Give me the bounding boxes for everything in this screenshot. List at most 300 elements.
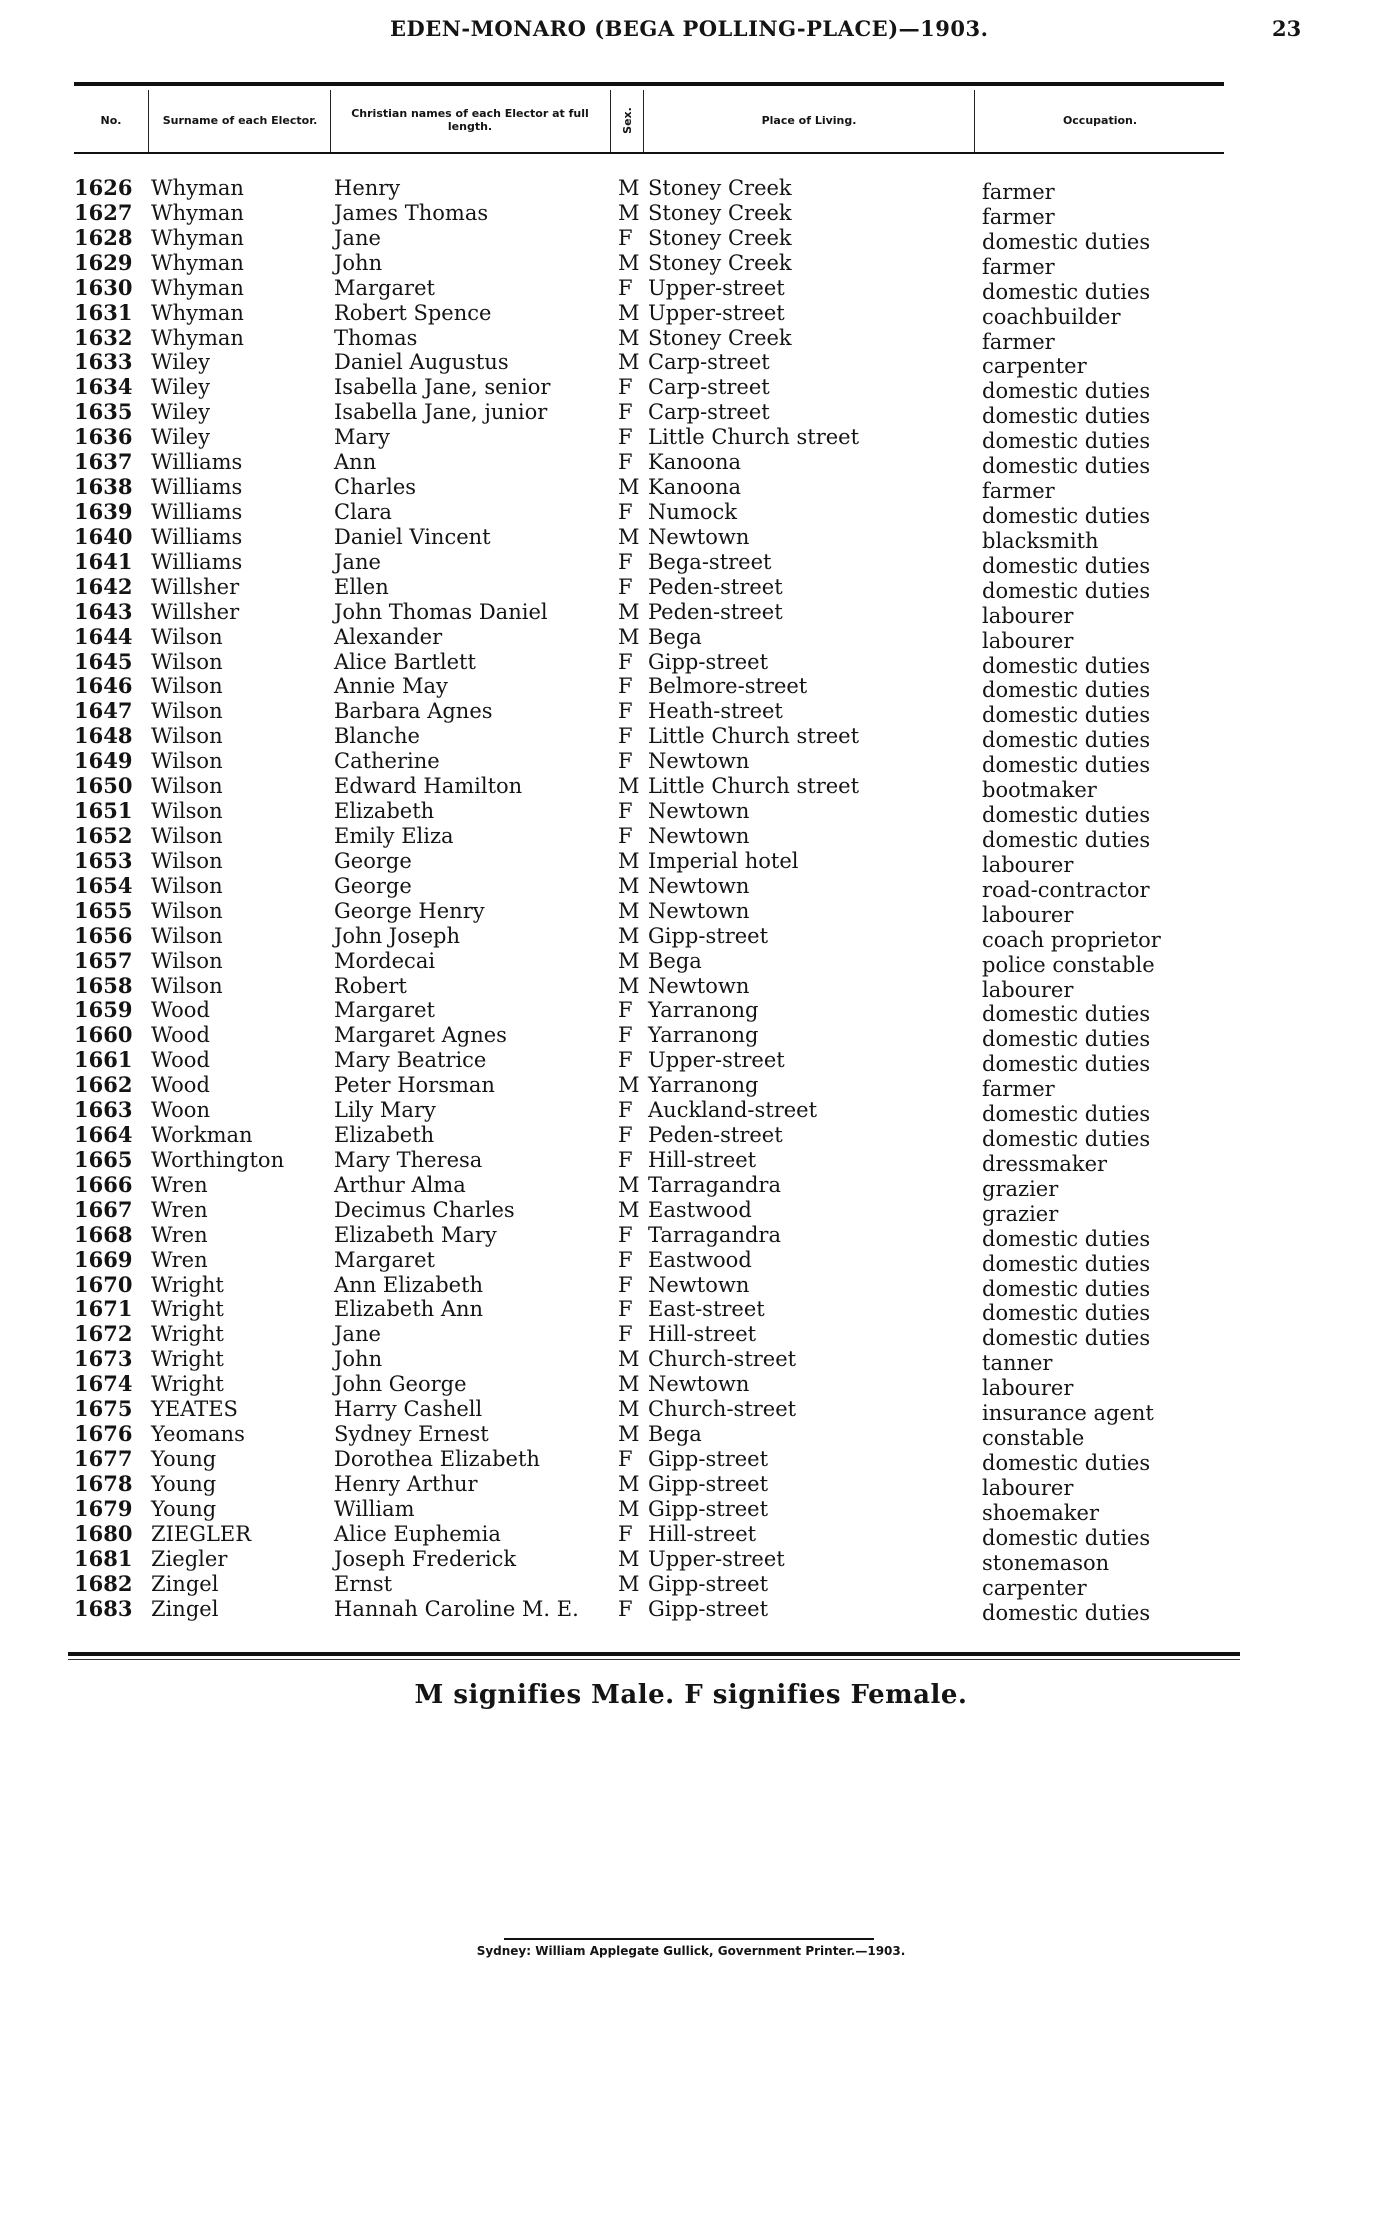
elector-surname: Zingel [151,1571,219,1596]
elector-surname: Young [151,1496,217,1521]
elector-number: 1630 [74,274,133,300]
elector-place: Stoney Creek [648,225,792,250]
elector-place: Eastwood [648,1247,752,1272]
elector-christian-names: Peter Horsman [334,1073,495,1098]
elector-sex: F [618,724,633,749]
elector-place: Little Church street [648,774,860,799]
column-header-no: No. [100,113,122,127]
elector-occupation: stonemason [982,1550,1110,1575]
elector-place: Eastwood [648,1197,752,1222]
elector-sex: F [618,1521,633,1546]
elector-christian-names: Clara [334,499,392,524]
table-row [0,997,1382,1027]
elector-christian-names: Robert [334,973,407,998]
table-row [0,648,1382,678]
elector-number: 1669 [74,1246,133,1272]
elector-place: Upper-street [648,300,785,325]
elector-surname: Whyman [151,275,244,300]
elector-place: Peden-street [648,599,783,624]
imprint-rule [504,1938,874,1940]
elector-surname: Wilson [151,923,223,948]
elector-occupation: shoemaker [982,1500,1099,1525]
elector-occupation: labourer [982,902,1074,927]
elector-occupation: dressmaker [982,1151,1108,1176]
elector-surname: Wright [151,1297,224,1322]
elector-place: Peden-street [648,574,783,599]
elector-sex: M [618,250,640,275]
elector-sex: M [618,923,640,948]
footer-rule-thin [68,1659,1240,1660]
elector-sex: F [618,375,633,400]
elector-occupation: domestic duties [982,753,1151,778]
elector-surname: Wren [151,1197,208,1222]
table-row [0,1171,1382,1201]
elector-surname: Wilson [151,774,223,799]
table-row [0,1470,1382,1500]
elector-number: 1657 [74,947,133,973]
elector-surname: Wren [151,1222,208,1247]
elector-number: 1659 [74,997,133,1023]
table-row [0,822,1382,852]
elector-number: 1636 [74,424,133,450]
elector-occupation: farmer [982,180,1055,204]
table-row [0,1570,1382,1600]
elector-sex: M [618,1397,640,1422]
elector-number: 1646 [74,673,133,699]
elector-place: Newtown [648,823,750,848]
elector-christian-names: John George [334,1372,467,1397]
elector-occupation: labourer [982,977,1074,1002]
elector-occupation: domestic duties [982,1251,1151,1276]
elector-sex: M [618,325,640,350]
table-row [0,922,1382,952]
table-row [0,1371,1382,1401]
elector-occupation: domestic duties [982,1027,1151,1052]
printer-imprint: Sydney: William Applegate Gullick, Government Printer.—1903. [476,1944,906,1958]
elector-surname: Yeomans [151,1422,245,1447]
elector-place: Gipp-street [648,1447,769,1472]
elector-christian-names: Elizabeth [334,799,435,824]
elector-place: Newtown [648,873,750,898]
elector-surname: Whyman [151,325,244,350]
elector-sex: M [618,300,640,325]
elector-place: Gipp-street [648,649,769,674]
elector-place: Stoney Creek [648,176,792,200]
elector-occupation: farmer [982,1077,1055,1102]
elector-surname: Wiley [151,400,210,425]
elector-sex: M [618,1496,640,1521]
running-head [0,16,1382,52]
elector-number: 1645 [74,648,133,674]
elector-number: 1676 [74,1421,133,1447]
elector-surname: Wren [151,1247,208,1272]
table-row [0,1022,1382,1052]
table-row [0,798,1382,828]
elector-surname: Wilson [151,823,223,848]
elector-number: 1680 [74,1520,133,1546]
elector-christian-names: George [334,873,412,898]
elector-occupation: farmer [982,204,1055,229]
elector-number: 1642 [74,573,133,599]
elector-number: 1641 [74,548,133,574]
elector-christian-names: Mary Theresa [334,1147,483,1172]
elector-number: 1648 [74,723,133,749]
table-row [0,673,1382,703]
elector-surname: Wood [151,1048,210,1073]
elector-christian-names: John [334,250,383,275]
column-header-christian-names: Christian names of each Elector at full length. [351,107,589,133]
elector-occupation: domestic duties [982,1600,1151,1625]
elector-occupation: domestic duties [982,404,1151,429]
elector-sex: F [618,799,633,824]
elector-christian-names: Jane [334,1322,381,1347]
table-row [0,474,1382,504]
elector-occupation: domestic duties [982,1052,1151,1077]
running-title: EDEN-MONARO (BEGA POLLING-PLACE)—1903. [390,16,989,41]
elector-surname: Whyman [151,200,244,225]
elector-christian-names: Blanche [334,724,420,749]
elector-occupation: domestic duties [982,1127,1151,1152]
elector-place: Heath-street [648,699,783,724]
elector-sex: F [618,823,633,848]
elector-place: Newtown [648,524,750,549]
table-row [0,1196,1382,1226]
table-row [0,773,1382,803]
table-row [0,1421,1382,1451]
table-row [0,1146,1382,1176]
table-row [0,1072,1382,1102]
elector-sex: F [618,1048,633,1073]
page-number: 23 [1272,16,1302,41]
elector-sex: M [618,848,640,873]
elector-sex: M [618,1422,640,1447]
elector-sex: F [618,1272,633,1297]
elector-christian-names: Henry Arthur [334,1471,478,1496]
table-row [0,1446,1382,1476]
table-row [0,424,1382,454]
elector-sex: F [618,1297,633,1322]
elector-occupation: road-contractor [982,877,1150,902]
elector-occupation: constable [982,1426,1085,1451]
elector-surname: Young [151,1447,217,1472]
elector-occupation: domestic duties [982,1451,1151,1476]
elector-number: 1635 [74,399,133,425]
elector-number: 1626 [74,175,133,200]
table-row [0,1545,1382,1575]
table-row [0,1520,1382,1550]
column-divider [974,90,975,152]
elector-place: Yarranong [648,1073,759,1098]
elector-number: 1643 [74,598,133,624]
elector-number: 1675 [74,1396,133,1422]
elector-number: 1681 [74,1545,133,1571]
elector-place: Tarragandra [648,1172,781,1197]
elector-number: 1682 [74,1570,133,1596]
elector-sex: M [618,948,640,973]
elector-sex: F [618,699,633,724]
elector-occupation: domestic duties [982,454,1151,479]
table-row [0,1221,1382,1251]
table-row [0,1321,1382,1351]
elector-number: 1640 [74,523,133,549]
table-row [0,972,1382,1002]
elector-place: Newtown [648,973,750,998]
elector-occupation: domestic duties [982,503,1151,528]
table-row [0,1097,1382,1127]
elector-occupation: domestic duties [982,1326,1151,1351]
elector-christian-names: Alice Euphemia [334,1521,501,1546]
elector-place: Church-street [648,1347,797,1372]
elector-surname: Wright [151,1372,224,1397]
elector-surname: Wiley [151,425,210,450]
elector-christian-names: Jane [334,225,381,250]
elector-surname: Willsher [151,599,240,624]
elector-number: 1638 [74,474,133,500]
elector-number: 1653 [74,847,133,873]
elector-occupation: carpenter [982,1575,1087,1600]
elector-christian-names: Joseph Frederick [334,1546,517,1571]
elector-sex: M [618,774,640,799]
elector-sex: F [618,1247,633,1272]
elector-christian-names: John [334,1347,383,1372]
elector-christian-names: Henry [334,176,401,200]
elector-number: 1649 [74,748,133,774]
elector-number: 1661 [74,1047,133,1073]
elector-surname: Workman [151,1123,253,1148]
elector-christian-names: Daniel Vincent [334,524,491,549]
table-row [0,1296,1382,1326]
column-header-surname: Surname of each Elector. [162,113,318,127]
elector-surname: Whyman [151,225,244,250]
elector-surname: Wright [151,1272,224,1297]
elector-place: Gipp-street [648,1471,769,1496]
elector-occupation: labourer [982,852,1074,877]
table-row [0,199,1382,229]
elector-occupation: coach proprietor [982,927,1161,952]
elector-occupation: tanner [982,1351,1053,1376]
elector-place: Hill-street [648,1521,757,1546]
elector-surname: Wilson [151,724,223,749]
elector-surname: Wilson [151,649,223,674]
elector-surname: Young [151,1471,217,1496]
table-row [0,1047,1382,1077]
elector-occupation: domestic duties [982,279,1151,304]
table-row [0,947,1382,977]
elector-place: Bega-street [648,549,772,574]
elector-place: Newtown [648,898,750,923]
elector-christian-names: Emily Eliza [334,823,454,848]
elector-surname: Whyman [151,300,244,325]
footer-rule [68,1652,1240,1656]
elector-place: Stoney Creek [648,325,792,350]
elector-sex: M [618,524,640,549]
elector-christian-names: Thomas [334,325,418,350]
table-row [0,1346,1382,1376]
elector-occupation: domestic duties [982,1276,1151,1301]
elector-surname: Wren [151,1172,208,1197]
table-row [0,523,1382,553]
elector-sex: M [618,873,640,898]
elector-place: Yarranong [648,1023,759,1048]
elector-christian-names: William [334,1496,415,1521]
elector-christian-names: Elizabeth Mary [334,1222,497,1247]
elector-number: 1651 [74,798,133,824]
elector-number: 1655 [74,897,133,923]
elector-sex: F [618,1023,633,1048]
elector-christian-names: Elizabeth [334,1123,435,1148]
elector-occupation: domestic duties [982,703,1151,728]
elector-sex: M [618,350,640,375]
elector-surname: Wood [151,998,210,1023]
elector-sex: M [618,973,640,998]
table-row [0,623,1382,653]
elector-number: 1639 [74,498,133,524]
elector-place: Bega [648,624,702,649]
table-row [0,498,1382,528]
elector-surname: Wilson [151,749,223,774]
elector-sex: F [618,1147,633,1172]
elector-number: 1674 [74,1371,133,1397]
elector-christian-names: Ernst [334,1571,393,1596]
elector-sex: M [618,200,640,225]
elector-surname: Wilson [151,674,223,699]
elector-occupation: domestic duties [982,1301,1151,1326]
elector-place: Bega [648,948,702,973]
elector-place: Newtown [648,1272,750,1297]
table-row [0,374,1382,404]
elector-christian-names: Barbara Agnes [334,699,493,724]
elector-christian-names: Margaret [334,275,435,300]
elector-number: 1632 [74,324,133,350]
elector-sex: F [618,649,633,674]
table-row [0,1122,1382,1152]
table-row [0,175,1382,204]
elector-christian-names: Dorothea Elizabeth [334,1447,540,1472]
elector-number: 1634 [74,374,133,400]
elector-surname: Williams [151,524,243,549]
elector-sex: M [618,1197,640,1222]
elector-sex: M [618,1172,640,1197]
elector-occupation: domestic duties [982,1226,1151,1251]
elector-surname: Wright [151,1322,224,1347]
elector-surname: YEATES [151,1397,238,1422]
elector-list [0,175,1382,1625]
elector-number: 1666 [74,1171,133,1197]
elector-sex: M [618,1073,640,1098]
elector-place: Tarragandra [648,1222,781,1247]
elector-place: Hill-street [648,1147,757,1172]
elector-place: Newtown [648,799,750,824]
elector-christian-names: Ann Elizabeth [334,1272,484,1297]
elector-number: 1665 [74,1146,133,1172]
elector-number: 1663 [74,1097,133,1123]
elector-place: Bega [648,1422,702,1447]
elector-sex: F [618,1123,633,1148]
elector-number: 1627 [74,199,133,225]
elector-place: Auckland-street [648,1098,818,1123]
elector-surname: Williams [151,450,243,475]
elector-surname: Worthington [151,1147,285,1172]
table-row [0,1396,1382,1426]
table-row [0,598,1382,628]
elector-sex: M [618,599,640,624]
elector-christian-names: John Thomas Daniel [334,599,548,624]
elector-surname: Wiley [151,350,210,375]
elector-number: 1647 [74,698,133,724]
elector-number: 1678 [74,1470,133,1496]
table-row [0,698,1382,728]
elector-number: 1628 [74,224,133,250]
elector-place: Imperial hotel [648,848,799,873]
elector-surname: Wilson [151,799,223,824]
elector-surname: Wilson [151,873,223,898]
elector-number: 1670 [74,1271,133,1297]
column-divider [148,90,149,152]
elector-occupation: insurance agent [982,1401,1154,1426]
elector-number: 1629 [74,249,133,275]
table-row [0,1495,1382,1525]
elector-number: 1637 [74,449,133,475]
elector-place: Carp-street [648,375,770,400]
elector-sex: F [618,1098,633,1123]
elector-place: Church-street [648,1397,797,1422]
elector-christian-names: Margaret [334,998,435,1023]
elector-occupation: carpenter [982,354,1087,379]
table-row [0,897,1382,927]
table-row [0,573,1382,603]
elector-number: 1631 [74,299,133,325]
elector-christian-names: Decimus Charles [334,1197,515,1222]
elector-number: 1683 [74,1595,133,1621]
elector-christian-names: George [334,848,412,873]
elector-occupation: domestic duties [982,379,1151,404]
elector-sex: M [618,624,640,649]
elector-place: Yarranong [648,998,759,1023]
elector-occupation: domestic duties [982,1525,1151,1550]
elector-sex: M [618,898,640,923]
elector-christian-names: Margaret [334,1247,435,1272]
elector-christian-names: Sydney Ernest [334,1422,489,1447]
elector-surname: Wilson [151,699,223,724]
elector-occupation: domestic duties [982,229,1151,254]
elector-sex: F [618,1222,633,1247]
elector-surname: Wilson [151,973,223,998]
table-row [0,349,1382,379]
elector-sex: F [618,549,633,574]
elector-occupation: domestic duties [982,803,1151,828]
elector-christian-names: Mary Beatrice [334,1048,487,1073]
elector-place: Newtown [648,749,750,774]
elector-occupation: farmer [982,329,1055,354]
elector-sex: F [618,225,633,250]
elector-sex: M [618,1571,640,1596]
elector-occupation: domestic duties [982,1102,1151,1127]
elector-place: Little Church street [648,724,860,749]
header-rule-top [74,82,1224,86]
elector-place: Numock [648,499,737,524]
elector-number: 1656 [74,922,133,948]
table-row [0,1271,1382,1301]
elector-christian-names: Ellen [334,574,389,599]
elector-christian-names: Alexander [334,624,443,649]
elector-christian-names: Lily Mary [334,1098,436,1123]
elector-christian-names: Alice Bartlett [334,649,476,674]
elector-christian-names: Mordecai [334,948,436,973]
elector-number: 1662 [74,1072,133,1098]
elector-number: 1660 [74,1022,133,1048]
elector-christian-names: Margaret Agnes [334,1023,507,1048]
elector-place: Carp-street [648,350,770,375]
